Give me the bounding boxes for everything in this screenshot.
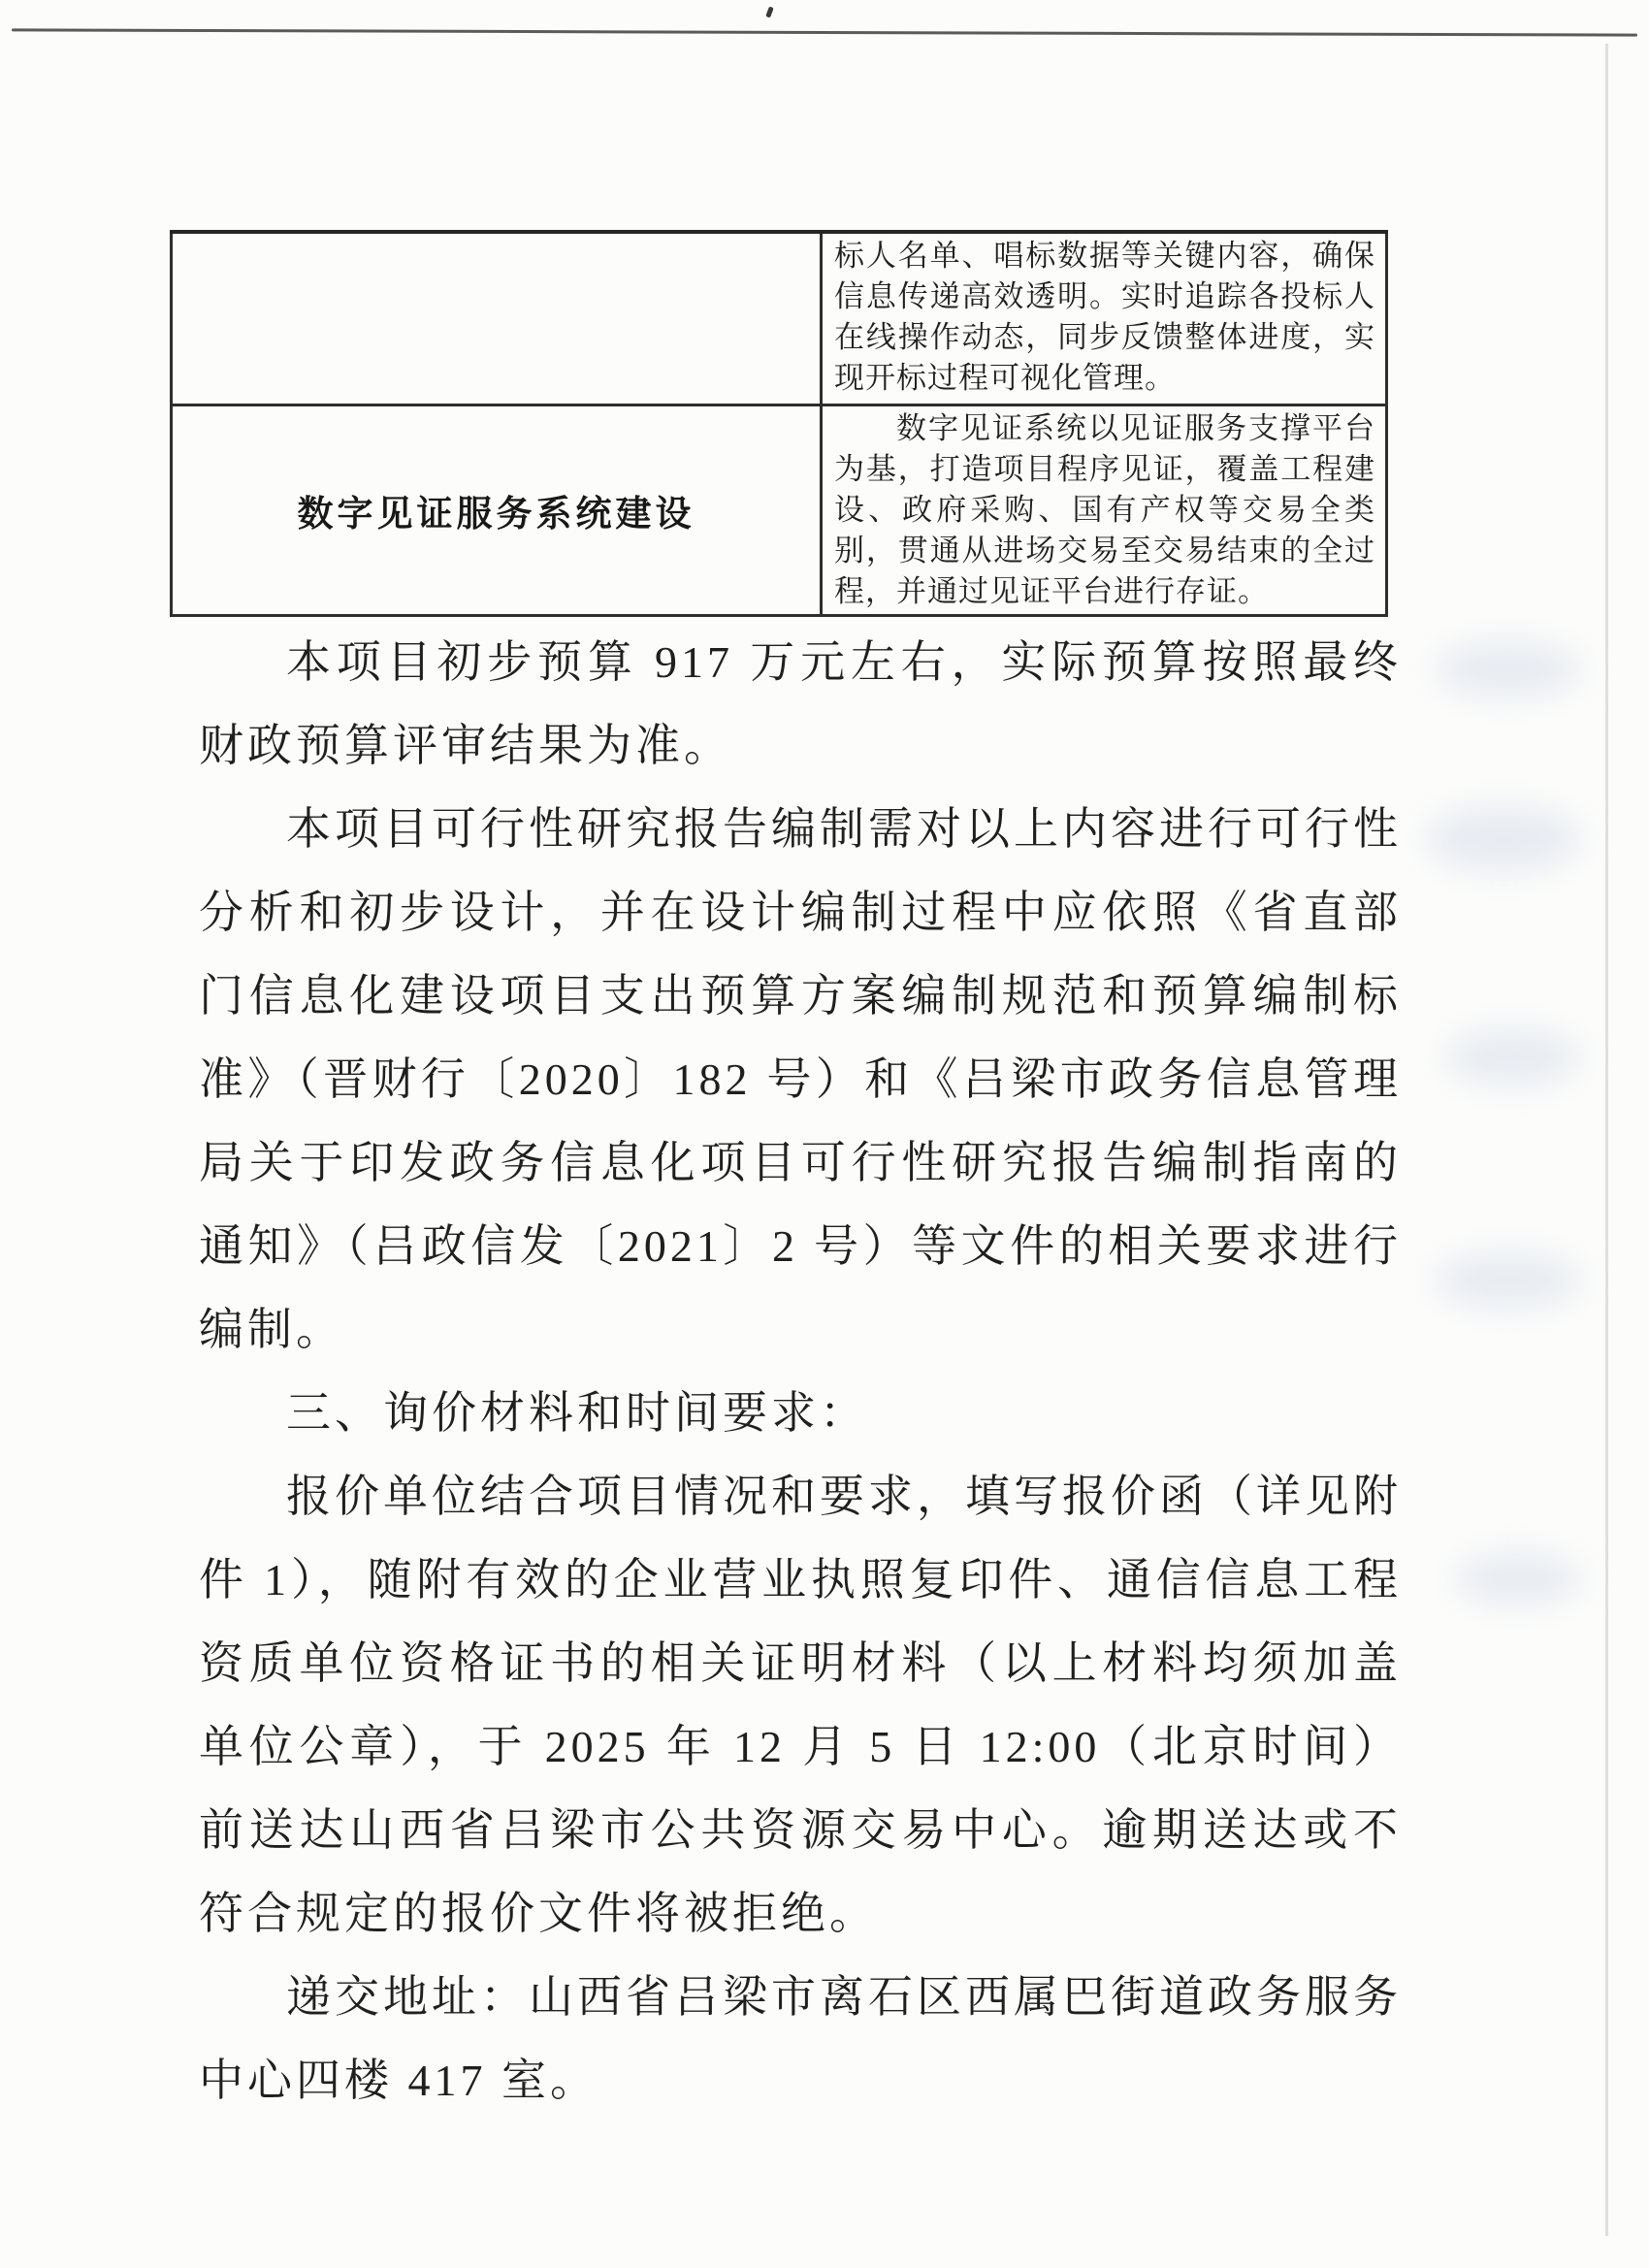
paragraph-delivery-address: 递交地址：山西省吕梁市离石区西属巴街道政务服务中心四楼 417 室。 (199, 1972, 1402, 2105)
scan-speck (765, 6, 773, 17)
scan-fold-line (1605, 44, 1608, 2236)
document-body (199, 621, 1402, 2122)
scan-bleedthrough-smudge (1436, 1251, 1581, 1310)
paragraph-feasibility: 本项目可行性研究报告编制需对以上内容进行可行性分析和初步设计，并在设计编制过程中应依照《省直部门信息化建设项目支出预算方案编制规范和预算编制标准》（晋财行〔2020〕182 号）和《吕梁市政务信息管理局关于印发政务信息化项目可行性研究报告编制指南的通知》（吕政信发〔2021〕2 号）等文件的相关要求进行编制。 (199, 804, 1402, 1354)
scan-edge-line (12, 28, 1637, 36)
system-name-cell (172, 232, 822, 405)
project-systems-table (170, 230, 1388, 617)
section-heading: 三、询价材料和时间要求： (286, 1388, 868, 1438)
paragraph-budget: 本项目初步预算 917 万元左右，实际预算按照最终财政预算评审结果为准。 (199, 637, 1402, 770)
scan-bleedthrough-smudge (1426, 805, 1581, 873)
scan-bleedthrough-smudge (1455, 1552, 1581, 1605)
system-name-cell: 数字见证服务系统建设 (172, 405, 822, 615)
system-description-cell: 数字见证系统以见证服务支撑平台为基，打造项目程序见证，覆盖工程建设、政府采购、国有产权等交易全类别，贯通从进场交易至交易结束的全过程，并通过见证平台进行存证。 (822, 405, 1387, 615)
table-row (172, 232, 1387, 405)
table-row (172, 405, 1387, 615)
system-description-cell: 标人名单、唱标数据等关键内容，确保信息传递高效透明。实时追踪各投标人在线操作动态，同步反馈整体进度，实现开标过程可视化管理。 (822, 232, 1387, 405)
paragraph-submission: 报价单位结合项目情况和要求，填写报价函（详见附件 1），随附有效的企业营业执照复印件、通信信息工程资质单位资格证书的相关证明材料（以上材料均须加盖单位公章），于 2025 年 12 月 5 日 12:00（北京时间）前送达山西省吕梁市公共资源交易中心。逾期送达或不符合规定的报价文件将被拒绝。 (199, 1472, 1402, 1938)
scan-bleedthrough-smudge (1445, 1028, 1581, 1086)
scan-bleedthrough-smudge (1436, 640, 1581, 698)
